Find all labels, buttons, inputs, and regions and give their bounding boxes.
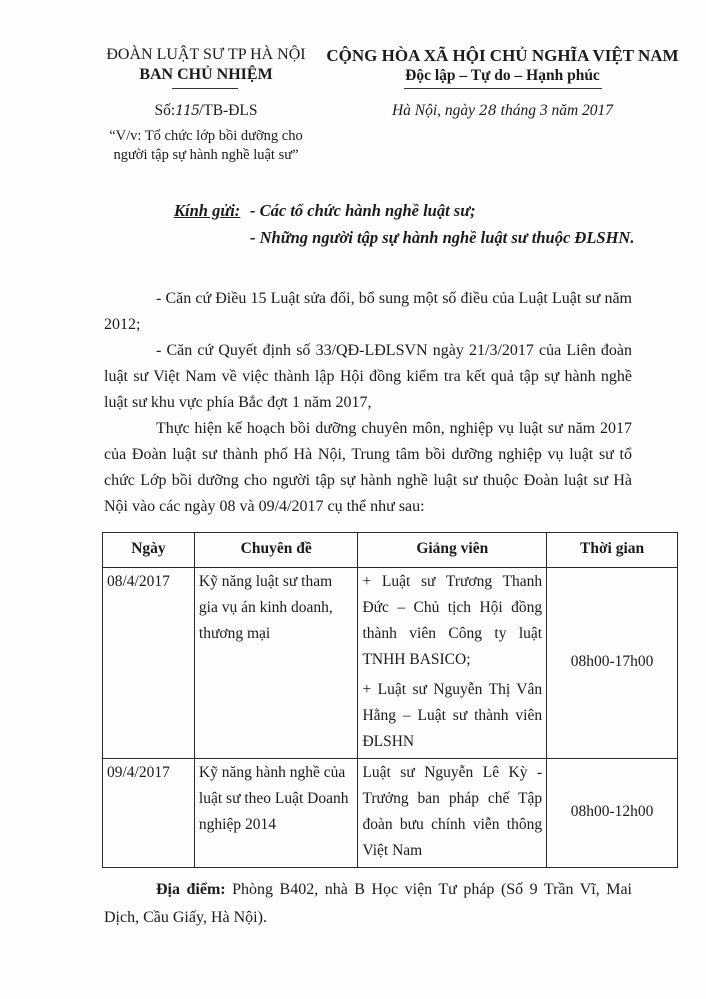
org-name: ĐOÀN LUẬT SƯ TP HÀ NỘI xyxy=(106,46,306,63)
venue-paragraph xyxy=(104,876,632,932)
lecturer-entry: + Luật sư Trương Thanh Đức – Chủ tịch Hội đồng thành viên Công ty luật TNHH BASICO; xyxy=(362,573,543,668)
date-suffix: tháng 3 năm 2017 xyxy=(500,102,614,119)
cell-lecturer xyxy=(358,759,547,868)
doc-no-prefix: Số: xyxy=(154,102,176,119)
recipient-item: - Những người tập sự hành nghề luật sư thuộc ĐLSHN. xyxy=(250,228,635,247)
column-header: Ngày xyxy=(103,533,195,568)
date-prefix: Hà Nội, ngày xyxy=(391,102,476,119)
cell-date: 08/4/2017 xyxy=(103,568,195,759)
venue-text: Phòng B402, nhà B Học viện Tư pháp (Số 9 Trần Vĩ, Mai Dịch, Cầu Giấy, Hà Nội). xyxy=(104,881,633,926)
document-number xyxy=(92,102,320,120)
column-header: Giảng viên xyxy=(358,533,547,568)
cell-time: 08h00-17h00 xyxy=(547,568,678,759)
place-date xyxy=(320,102,685,120)
national-motto: Độc lập – Tự do – Hạnh phúc xyxy=(405,67,600,84)
column-header: Thời gian xyxy=(547,533,678,568)
cell-topic: Kỹ năng luật sư tham gia vụ án kinh doanh, thương mại xyxy=(194,568,358,759)
org-underline xyxy=(172,88,238,89)
cell-lecturer xyxy=(358,568,547,759)
motto-underline xyxy=(404,88,602,89)
cell-date: 09/4/2017 xyxy=(103,759,195,868)
legal-basis-2: - Căn cứ Quyết định số 33/QĐ-LĐLSVN ngày 21/3/2017 của Liên đoàn luật sư Việt Nam về việc thành lập Hội đồng kiểm tra kết quả tập sự hành nghề luật sư khu vực phía Bắc đợt 1 năm 2017, xyxy=(104,342,632,411)
document-subject: “V/v: Tổ chức lớp bồi dưỡng cho người tập sự hành nghề luật sư” xyxy=(109,128,303,163)
date-day-handwritten: 28 xyxy=(478,103,497,119)
recipients-label: Kính gửi: xyxy=(174,201,241,220)
lecturer-entry: + Luật sư Nguyễn Thị Vân Hằng – Luật sư thành viên ĐLSHN xyxy=(362,681,543,750)
doc-no-suffix: /TB-ĐLS xyxy=(198,102,258,119)
intro-paragraph: Thực hiện kế hoạch bồi dưỡng chuyên môn, nghiệp vụ luật sư năm 2017 của Đoàn luật sư thành phố Hà Nội, Trung tâm bồi dưỡng nghiệp vụ luật sư tổ chức Lớp bồi dưỡng cho người tập sự hành nghề luật sư thuộc Đoàn luật sư Hà Nội vào các ngày 08 và 09/4/2017 cụ thể như sau: xyxy=(104,420,632,515)
table-row xyxy=(103,759,678,868)
column-header: Chuyên đề xyxy=(194,533,358,568)
doc-no-handwritten: 115 xyxy=(175,103,199,119)
cell-time: 08h00-12h00 xyxy=(547,759,678,868)
cell-topic: Kỹ năng hành nghề của luật sư theo Luật Doanh nghiệp 2014 xyxy=(194,759,358,868)
recipient-item: - Các tổ chức hành nghề luật sư; xyxy=(250,201,476,220)
legal-basis-1: - Căn cứ Điều 15 Luật sửa đổi, bổ sung một số điều của Luật Luật sư năm 2012; xyxy=(104,290,632,333)
table-header-row xyxy=(103,533,678,568)
schedule-table xyxy=(102,532,678,868)
table-row xyxy=(103,568,678,759)
national-title: CỘNG HÒA XÃ HỘI CHỦ NGHĨA VIỆT NAM xyxy=(326,46,679,65)
lecturer-entry: Luật sư Nguyễn Lê Kỳ - Trưởng ban pháp chế Tập đoàn bưu chính viễn thông Việt Nam xyxy=(362,764,543,859)
venue-label: Địa điểm: xyxy=(156,881,226,898)
org-unit: BAN CHỦ NHIỆM xyxy=(139,66,273,83)
